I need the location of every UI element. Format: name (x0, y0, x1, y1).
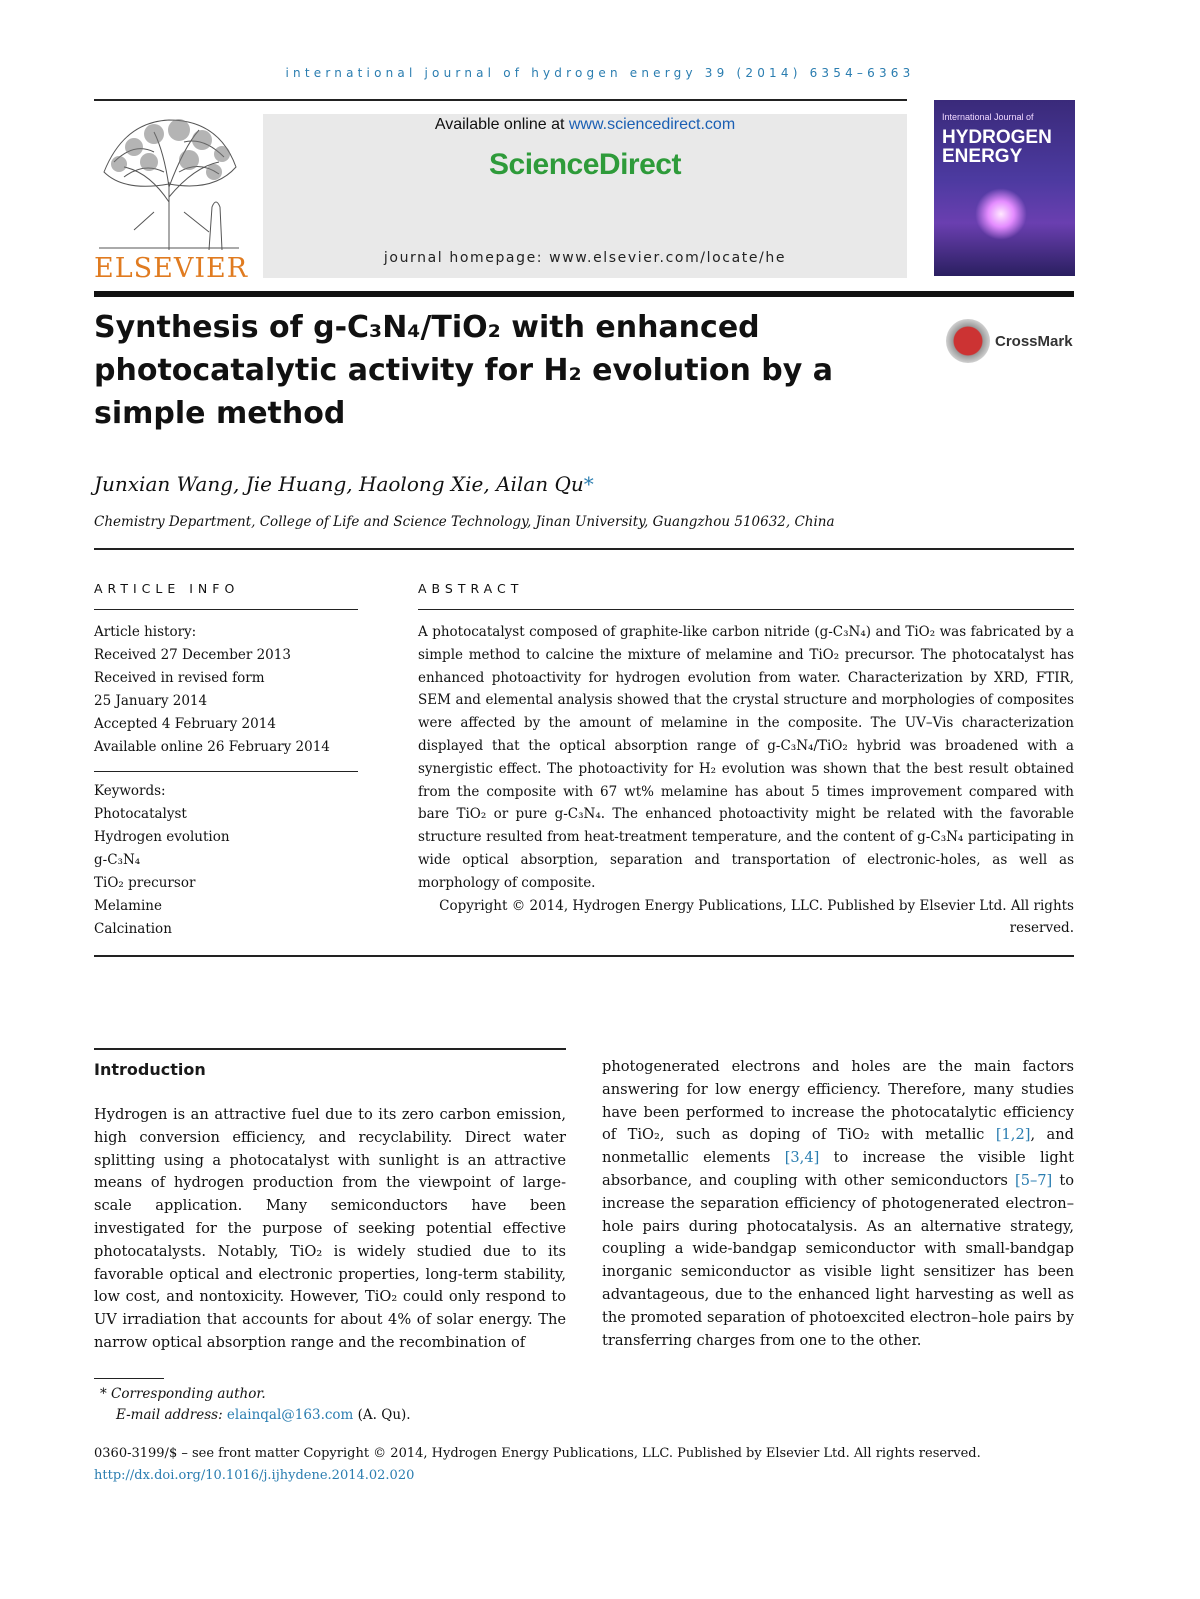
article-title: Synthesis of g-C₃N₄/TiO₂ with enhanced photocatalytic activity for H₂ evolution by a simple method (94, 310, 834, 431)
header-rule (94, 99, 907, 101)
history-item: Accepted 4 February 2014 (94, 716, 276, 732)
keywords-rule (94, 771, 358, 772)
title-rule (94, 291, 1074, 297)
keywords (94, 780, 364, 941)
keyword-item: Calcination (94, 921, 172, 937)
affiliation: Chemistry Department, College of Life and Science Technology, Jinan University, Guangzhou 510632, China (94, 514, 835, 530)
email-link[interactable]: elainqal@163.com (226, 1407, 354, 1423)
author-list (94, 472, 594, 496)
history-label: Article history: (94, 624, 197, 640)
cover-glow-image (975, 188, 1027, 240)
abstract-copyright: Copyright © 2014, Hydrogen Energy Publications, LLC. Published by Elsevier Ltd. All rights reserved. (439, 897, 1074, 937)
footnote-rule (94, 1378, 164, 1379)
elsevier-tree-logo (94, 112, 244, 254)
keyword-item: Photocatalyst (94, 806, 187, 822)
available-prefix: Available online at (434, 116, 569, 133)
citation-link[interactable]: [1,2] (995, 1126, 1031, 1144)
keyword-item: Hydrogen evolution (94, 829, 230, 845)
keywords-label: Keywords: (94, 783, 166, 799)
email-suffix: (A. Qu). (353, 1407, 411, 1423)
cover-title: HYDROGEN ENERGY (942, 127, 1052, 167)
abstract-heading: ABSTRACT (418, 581, 524, 596)
sciencedirect-logo[interactable]: ScienceDirect (489, 148, 681, 181)
intro-text: to increase the separation efficiency of photogenerated electron–hole pairs during photocatalysis. As an alternative strategy, coupling a wide-bandgap semiconductor with small-bandgap inorganic semiconductor as visible light sensitizer has been advantageous, due to the enhanced light harvesting as well as the promoted separation of photoexcited electron–hole pairs by transferring charges from one to the other. (602, 1171, 1074, 1349)
keyword-item: TiO₂ precursor (94, 875, 196, 891)
intro-text: , and nonmetallic elements (602, 1126, 1074, 1167)
cover-subtitle: International Journal of (942, 112, 1034, 122)
corresponding-mark[interactable]: * (583, 472, 594, 496)
history-item: Available online 26 February 2014 (94, 739, 330, 755)
abstract-text: A photocatalyst composed of graphite-like carbon nitride (g-C₃N₄) and TiO₂ was fabricated by a simple method to calcine the mixture of melamine and TiO₂ precursor. The photocatalyst has enhanced photoactivity for hydrogen evolution from water. Characterization by XRD, FTIR, SEM and elemental analysis showed that the crystal structure and morphologies of composites were affected by the amount of melamine in the composite. The UV–Vis characterization displayed that the optical absorption range of g-C₃N₄/TiO₂ hybrid was broadened with a synergistic effect. The photoactivity for H₂ evolution was shown that the best result obtained from the composite with 67 wt% melamine has about 5 times improvement compared with bare TiO₂ or pure g-C₃N₄. The enhanced photoactivity might be related with the favorable structure resulted from heat-treatment temperature, and the content of g-C₃N₄ participating in wide optical absorption, separation and transportation of electronic-holes, as well as morphology of composite. (418, 624, 1074, 891)
history-item: 25 January 2014 (94, 693, 208, 709)
intro-left-column: Hydrogen is an attractive fuel due to its zero carbon emission, high conversion efficiency, and recyclability. Direct water splitting using a photocatalyst with sunlight is an attractive means of hydrogen production from the viewpoint of large-scale application. Many semiconductors have been investigated for the purpose of seeking potential effective photocatalysts. Notably, TiO₂ is widely studied due to its favorable optical and electronic properties, long-term stability, low cost, and nontoxicity. However, TiO₂ could only respond to UV irradiation that accounts for about 4% of solar energy. The narrow optical absorption range and the recombination of (94, 1106, 566, 1351)
crossmark-icon[interactable] (946, 319, 990, 363)
doi-link[interactable]: http://dx.doi.org/10.1016/j.ijhydene.2014.02.020 (94, 1468, 415, 1483)
intro-text: to increase the visible light absorbance, and coupling with other semiconductors (602, 1149, 1074, 1189)
abstract-end-rule (94, 955, 1074, 957)
history-item: Received 27 December 2013 (94, 647, 291, 663)
available-online (263, 116, 907, 134)
email-label: E-mail address: (116, 1407, 227, 1423)
history-item: Received in revised form (94, 670, 265, 686)
article-info-heading: ARTICLE INFO (94, 581, 240, 596)
sciencedirect-link[interactable]: www.sciencedirect.com (568, 116, 736, 133)
elsevier-wordmark: ELSEVIER (94, 253, 249, 284)
footnote-email (116, 1405, 411, 1426)
issn-line: 0360-3199/$ – see front matter Copyright © 2014, Hydrogen Energy Publications, LLC. Published by Elsevier Ltd. All rights reserved. (94, 1446, 981, 1461)
footnote-mark: * (100, 1386, 107, 1402)
intro-rule (94, 1048, 566, 1050)
journal-homepage[interactable]: journal homepage: www.elsevier.com/locate/he (383, 250, 787, 266)
footnote-corresponding (100, 1384, 266, 1405)
crossmark-label[interactable]: CrossMark (995, 333, 1073, 350)
author-names: Junxian Wang, Jie Huang, Haolong Xie, Ailan Qu (94, 472, 584, 496)
keyword-item: Melamine (94, 898, 162, 914)
doi-line (94, 1465, 414, 1486)
abstract-rule (418, 609, 1074, 610)
citation-link[interactable]: [5–7] (1015, 1171, 1053, 1189)
introduction-heading: Introduction (94, 1060, 206, 1079)
citation-link[interactable]: [3,4] (784, 1149, 820, 1167)
info-rule (94, 548, 1074, 550)
journal-citation: international journal of hydrogen energy 39 (2014) 6354–6363 (285, 66, 915, 80)
abstract-body (418, 621, 1074, 940)
intro-text: photogenerated electrons and holes are the main factors answering for low energy efficiency. Therefore, many studies have been performed to increase the photocatalytic efficiency of TiO₂, such as doping of TiO₂ with metallic (602, 1058, 1074, 1144)
article-history (94, 621, 364, 759)
keyword-item: g-C₃N₄ (94, 852, 141, 868)
intro-right-column (602, 1056, 1074, 1352)
footnote-corresponding-text: Corresponding author. (111, 1386, 266, 1402)
article-info-rule (94, 609, 358, 610)
